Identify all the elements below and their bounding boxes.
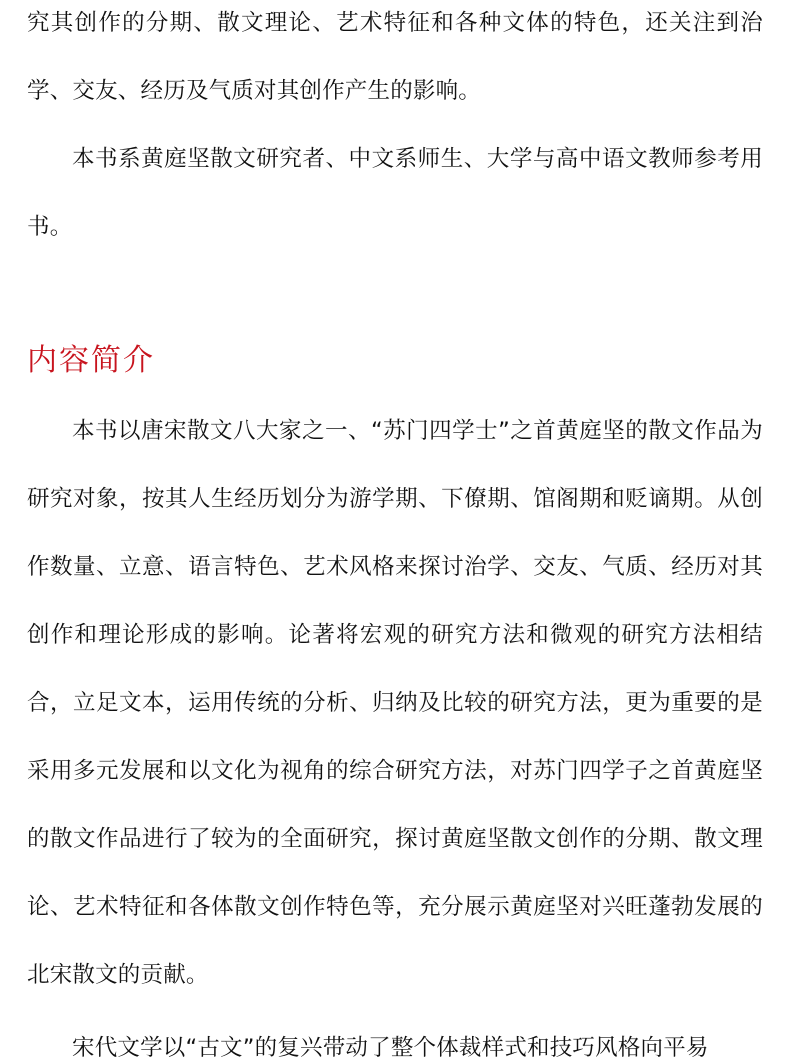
intended-audience-paragraph: 本书系黄庭坚散文研究者、中文系师生、大学与高中语文教师参考用书。 xyxy=(27,146,763,240)
summary-paragraph: 本书以唐宋散文八大家之一、“苏门四学士”之首黄庭坚的散文作品为研究对象，按其人生经历划分为游学期、下僚期、馆阁期和贬谪期。从创作数量、立意、语言特色、艺术风格来探讨治学、交友、气质、经历对其创作和理论形成的影响。论著将宏观的研究方法和微观的研究方法相结合，立足文本，运用传统的分析、归纳及比较的研究方法，更为重要的是采用多元发展和以文化为视角的综合研究方法，对苏门四学子之首黄庭坚的散文作品进行了较为的全面研究，探讨黄庭坚散文创作的分期、散文理论、艺术特征和各体散文创作特色等，充分展示黄庭坚对兴旺蓬勃发展的北宋散文的贡献。 xyxy=(27,418,763,988)
section-heading: 内容简介 xyxy=(27,343,155,378)
intro-paragraph-continued: 究其创作的分期、散文理论、艺术特征和各种文体的特色，还关注到治学、交友、经历及气质对其创作产生的影响。 xyxy=(27,10,763,104)
song-literature-paragraph: 宋代文学以“古文”的复兴带动了整个体裁样式和技巧风格向平易 xyxy=(72,1035,709,1061)
